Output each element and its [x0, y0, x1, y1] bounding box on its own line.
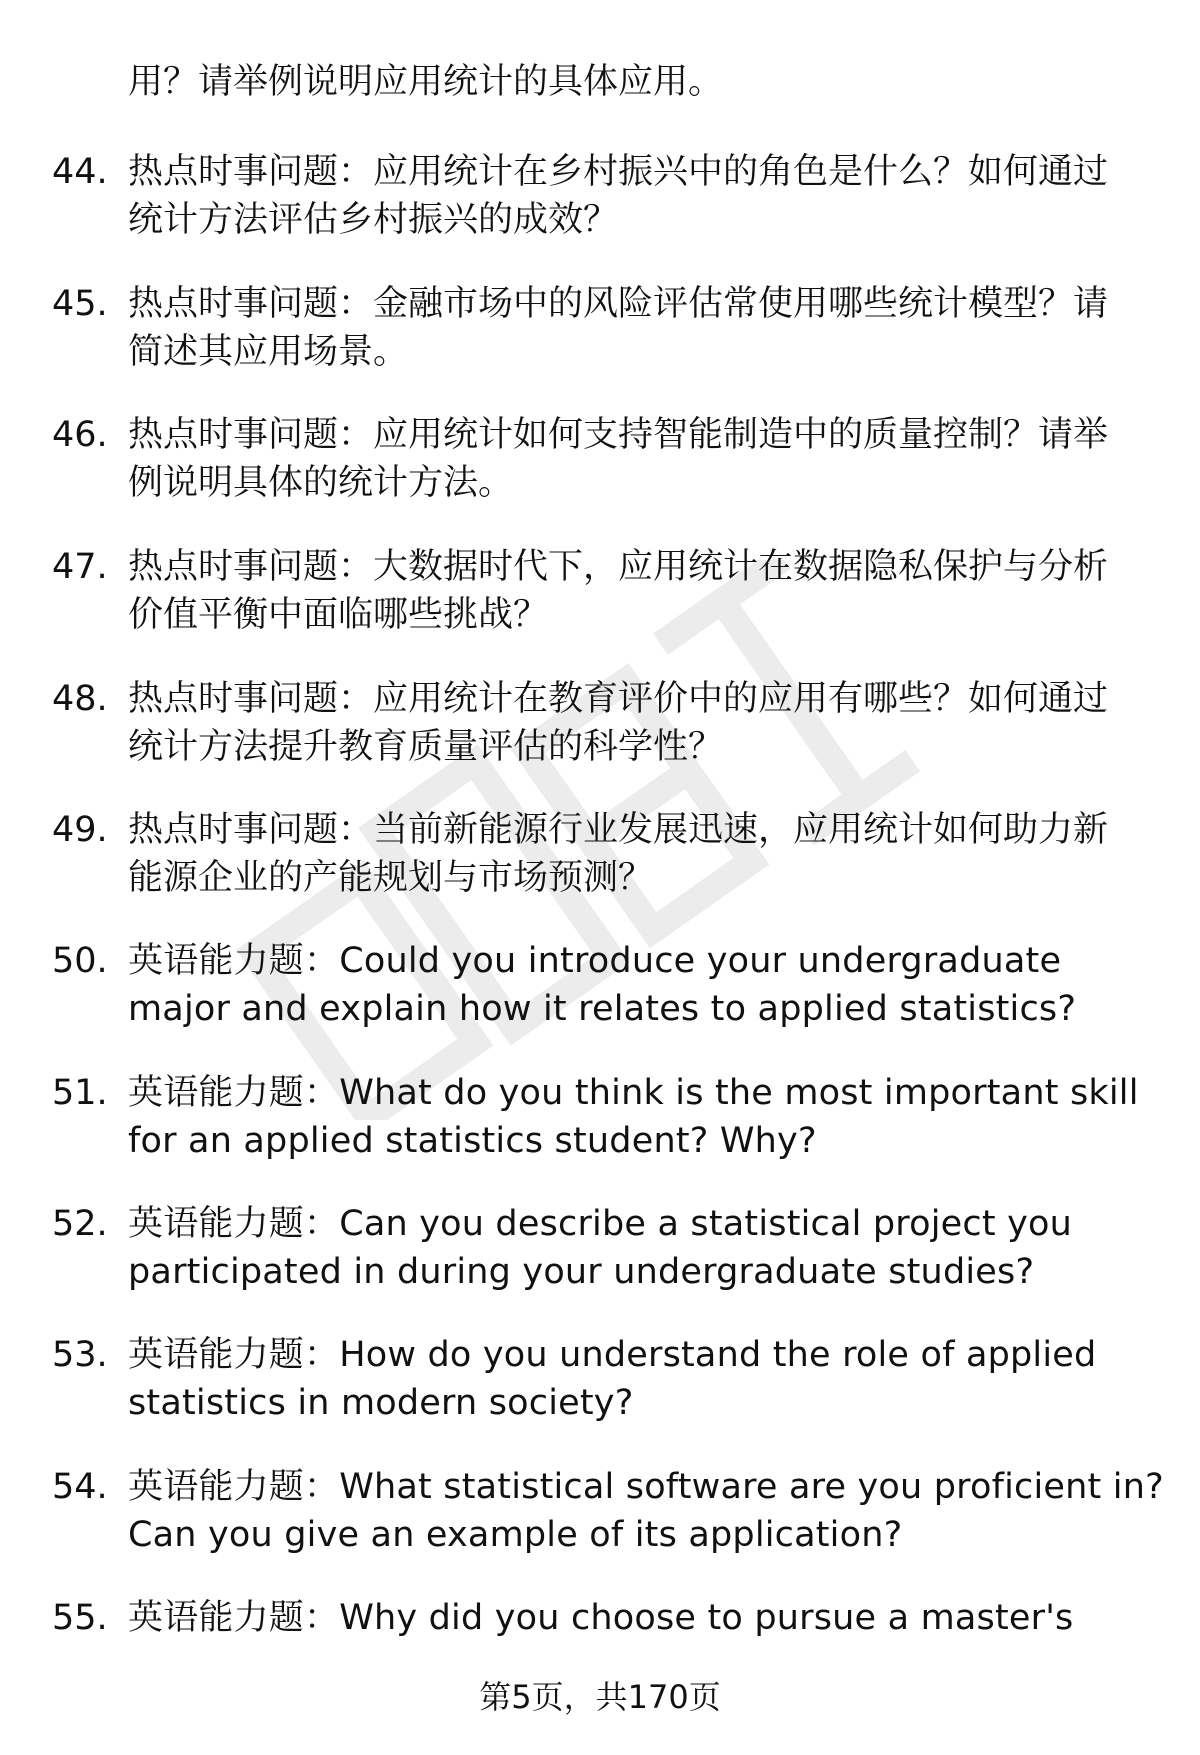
question-line: 统计方法评估乡村振兴的成效？ — [128, 200, 619, 240]
question-number: 47. — [52, 547, 108, 587]
question-text — [128, 1463, 1164, 1559]
question-line: 热点时事问题：应用统计在教育评价中的应用有哪些？如何通过 — [128, 679, 1109, 719]
question-text — [128, 675, 1158, 771]
question-number: 51. — [52, 1073, 108, 1113]
question-number: 46. — [52, 415, 108, 455]
question-number: 48. — [52, 679, 108, 719]
question-line: Can you give an example of its application? — [128, 1515, 903, 1555]
question-text — [128, 937, 1158, 1033]
question-number: 44. — [52, 152, 108, 192]
question-number: 54. — [52, 1467, 108, 1507]
question-text — [128, 806, 1158, 902]
question-line: 热点时事问题：大数据时代下，应用统计在数据隐私保护与分析 — [128, 547, 1109, 587]
question-number: 45. — [52, 284, 108, 324]
question-line: major and explain how it relates to applied statistics? — [128, 989, 1077, 1029]
question-line: 例说明具体的统计方法。 — [128, 463, 514, 503]
question-number: 50. — [52, 941, 108, 981]
continuation-line: 用？请举例说明应用统计的具体应用。 — [128, 62, 724, 102]
question-line: 英语能力题：Why did you choose to pursue a master's — [128, 1598, 1074, 1638]
question-line: for an applied statistics student? Why? — [128, 1121, 817, 1161]
question-number: 53. — [52, 1335, 108, 1375]
question-text — [128, 280, 1158, 376]
question-line: 热点时事问题：应用统计在乡村振兴中的角色是什么？如何通过 — [128, 152, 1109, 192]
question-line: 英语能力题：Could you introduce your undergraduate — [128, 941, 1062, 981]
question-line: statistics in modern society? — [128, 1383, 634, 1423]
question-text — [128, 1331, 1158, 1427]
question-text — [128, 1069, 1158, 1165]
question-text — [128, 543, 1158, 639]
question-line: 英语能力题：What statistical software are you proficient in? — [128, 1467, 1164, 1507]
question-line: 热点时事问题：应用统计如何支持智能制造中的质量控制？请举 — [128, 415, 1109, 455]
question-text — [128, 1200, 1158, 1296]
question-line: 统计方法提升教育质量评估的科学性？ — [128, 727, 724, 767]
page-footer: 第5页，共170页 — [479, 1678, 721, 1716]
question-line: participated in during your undergraduate studies? — [128, 1252, 1035, 1292]
question-number: 49. — [52, 810, 108, 850]
question-line: 价值平衡中面临哪些挑战？ — [128, 595, 549, 635]
question-number: 52. — [52, 1204, 108, 1244]
question-line: 热点时事问题：当前新能源行业发展迅速，应用统计如何助力新 — [128, 810, 1109, 850]
question-line: 简述其应用场景。 — [128, 332, 409, 372]
question-text — [128, 1594, 1158, 1642]
question-line: 英语能力题：How do you understand the role of applied — [128, 1335, 1097, 1375]
question-text — [128, 411, 1158, 507]
question-line: 英语能力题：What do you think is the most important skill — [128, 1073, 1139, 1113]
question-line: 能源企业的产能规划与市场预测？ — [128, 858, 654, 898]
question-line: 热点时事问题：金融市场中的风险评估常使用哪些统计模型？请 — [128, 284, 1109, 324]
question-text — [128, 148, 1158, 244]
question-number: 55. — [52, 1598, 108, 1638]
question-line: 英语能力题：Can you describe a statistical project you — [128, 1204, 1073, 1244]
